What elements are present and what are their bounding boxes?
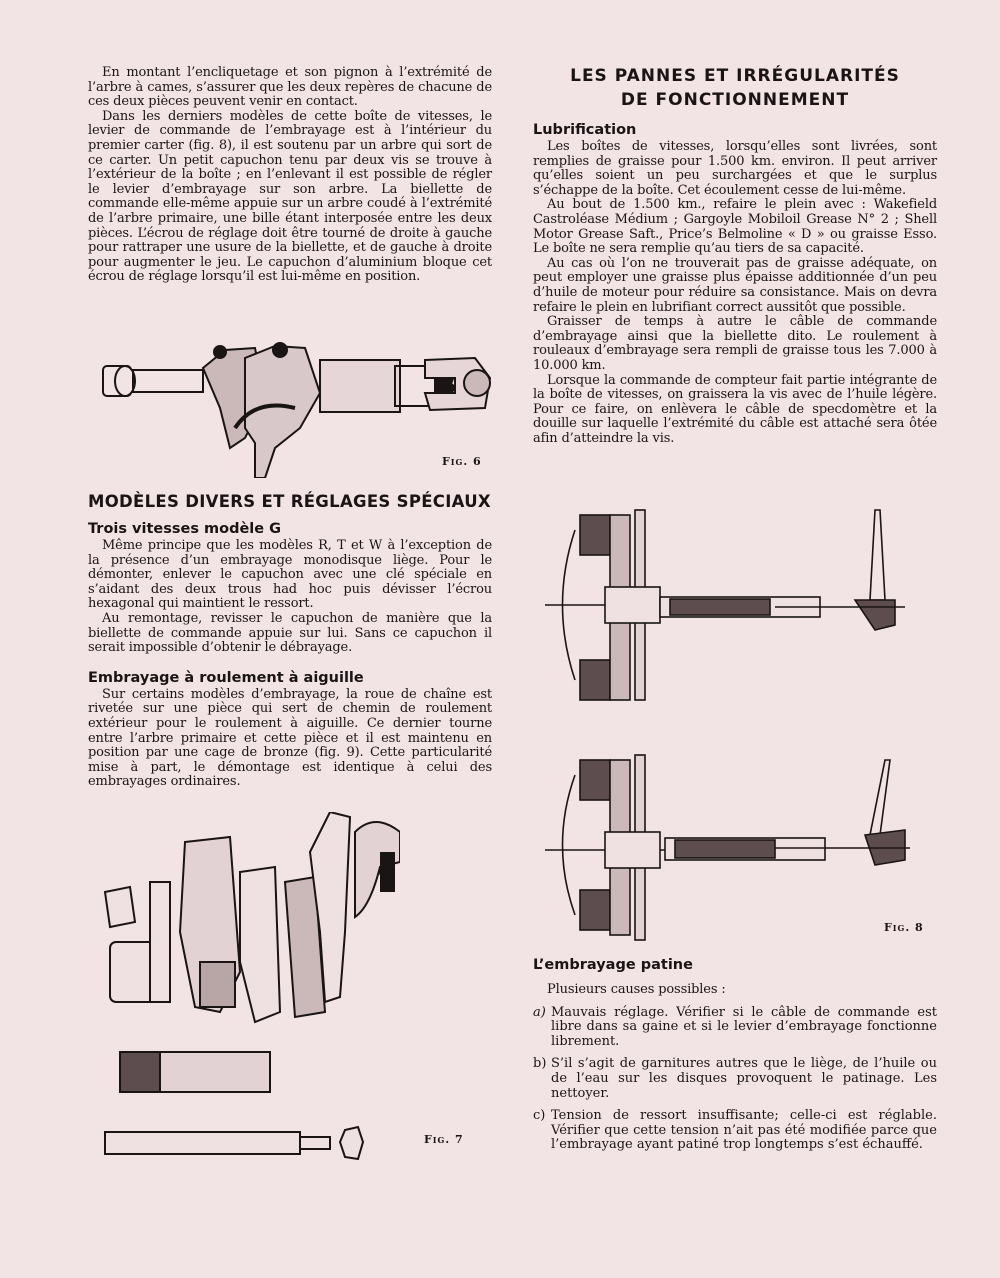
- figure-7-caption: Fig. 7: [424, 1133, 464, 1146]
- list-text: Tension de ressort insuffisante; celle-ci est réglable. Vérifier que cette tension n’ait pas été modifiée parce que l’embrayage ayant patiné trop longtemps s’est échauffé.: [551, 1108, 937, 1153]
- list-item: [533, 1109, 937, 1153]
- paragraph: Même principe que les modèles R, T et W à l’exception de la présence d’un embrayage monodisque liège. Pour le démonter, enlever le capuchon avec une clé spéciale en s’aidant des deux trous had hoc puis dévisser l’écrou hexagonal qui maintient le ressort.: [88, 538, 492, 612]
- right-column-lower: [533, 957, 937, 1161]
- main-title-line1: LES PANNES ET IRRÉGULARITÉS: [570, 66, 900, 86]
- clutch-section-bottom: [545, 755, 910, 940]
- subsection-title-lubrification: Lubrification: [533, 122, 637, 138]
- list-marker: a): [533, 1004, 546, 1020]
- paragraph: Au remontage, revisser le capuchon de manière que la biellette de commande appuie sur lui. Sans ce capuchon il serait impossible d’obtenir le débrayage.: [88, 610, 492, 656]
- right-column: [533, 66, 937, 446]
- figure-7: [100, 812, 400, 1172]
- paragraph: Lorsque la commande de compteur fait partie intégrante de la boîte de vitesses, on graissera la vis avec de l’huile légère. Pour ce faire, on enlèvera le câble de specdomètre et la douille sur laquelle l’extrémité du câble est attaché sera ôtée afin d’atteindre la vis.: [533, 372, 937, 446]
- subsection-title: Embrayage à roulement à aiguille: [88, 669, 364, 686]
- paragraph: Dans les derniers modèles de cette boîte de vitesses, le levier de commande de l’embrayage est à l’intérieur du premier carter (fig. 8), il est soutenu par un arbre qui sort de ce carter. Un petit capuchon tenu par deux vis se trouve à l’extérieur de la boîte ; en l’enlevant il est possible de régler le levier d’embrayage sur son arbre. La biellette de commande elle-même appuie sur un arbre coudé à l’extrémité de l’arbre primaire, une bille étant interposée entre les deux pièces. L’écrou de réglage doit être tourné de droite à gauche pour rattraper une usure de la biellette, et de gauche à droite pour augmenter le jeu. Le capuchon d’aluminium bloque cet écrou de réglage lorsqu’il est lui-même en position.: [88, 108, 492, 285]
- figure-8: [545, 505, 925, 945]
- paragraph: Sur certains modèles d’embrayage, la roue de chaîne est rivetée sur une pièce qui sert de chemin de roulement extérieur pour le roulement à aiguille. Ce dernier tourne entre l’arbre primaire et cette pièce et il est maintenu en position par une cage de bronze (fig. 9). Cette particularité mise à part, le démontage est identique à celui des embrayages ordinaires.: [88, 686, 492, 790]
- section-title: MODÈLES DIVERS ET RÉGLAGES SPÉCIAUX: [88, 492, 491, 511]
- gear-shaft-illustration: [95, 338, 495, 478]
- subsection-title-embrayage-patine: L’embrayage patine: [533, 957, 693, 973]
- list-text: Mauvais réglage. Vérifier si le câble de commande est libre dans sa gaine et si le levier d’embrayage fonctionne librement.: [551, 1004, 937, 1049]
- main-title-line2: DE FONCTIONNEMENT: [620, 90, 850, 110]
- figure-6: [95, 338, 495, 478]
- paragraph: Les boîtes de vitesses, lorsqu’elles sont livrées, sont remplies de graisse pour 1.500 km. environ. Il peut arriver qu’elles soient un peu surchargées et que le surplus s’échappe de la boîte. Cet écoulement cesse de lui-même.: [533, 139, 937, 198]
- paragraph: Graisser de temps à autre le câble de commande d’embrayage ainsi que la biellette dito. Le roulement à rouleaux d’embrayage sera rempli de graisse tous les 7.000 à 10.000 km.: [533, 314, 937, 373]
- paragraph: Au bout de 1.500 km., refaire le plein avec : Wakefield Castroléase Médium ; Gargoyle Mobiloil Grease N° 2 ; Shell Motor Grease Saft., Price’s Belmoline « D » ou graisse Esso. Le boîte ne sera remplie qu’au tiers de sa capacité.: [533, 197, 937, 257]
- paragraph: En montant l’encliquetage et son pignon à l’extrémité de l’arbre à cames, s’assurer que les deux repères de chacune de ces deux pièces peuvent venir en contact.: [88, 65, 492, 110]
- figure-8-caption: Fig. 8: [884, 921, 924, 934]
- list-item: [533, 1057, 937, 1101]
- subsection-title: Trois vitesses modèle G: [88, 521, 282, 537]
- left-column-section: [88, 492, 492, 790]
- list-marker: b): [533, 1056, 547, 1072]
- clutch-section-illustration: [545, 505, 925, 945]
- crankshaft-illustration: [100, 812, 400, 1172]
- list-item: [533, 1006, 937, 1050]
- list-text: S’il s’agit de garnitures autres que le liège, de l’huile ou de l’eau sur les disques provoquent le patinage. Les nettoyer.: [551, 1056, 937, 1101]
- paragraph: Plusieurs causes possibles :: [547, 982, 726, 997]
- left-column: [88, 66, 492, 285]
- clutch-section-top: [545, 510, 905, 700]
- paragraph: Au cas où l’on ne trouverait pas de graisse adéquate, on peut employer une graisse plus épaisse additionnée d’un peu d’huile de moteur pour réduire sa consistance. Mais on devra refaire le plein en lubrifiant correct aussitôt que possible.: [533, 255, 937, 315]
- figure-6-caption: Fig. 6: [442, 455, 482, 468]
- list-marker: c): [533, 1108, 546, 1124]
